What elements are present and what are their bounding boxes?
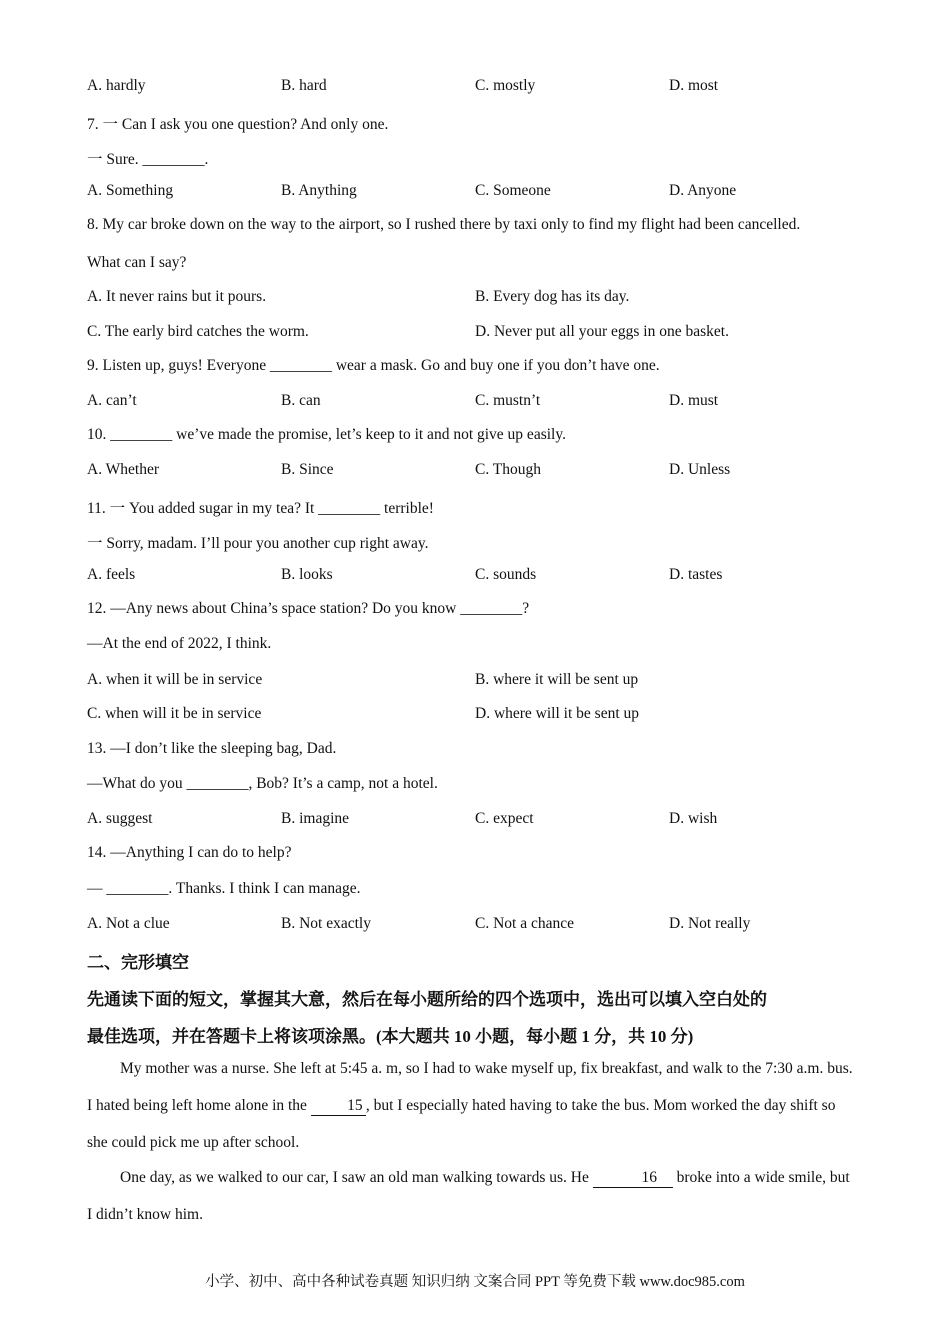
q7-option-a: A. Something <box>87 182 174 199</box>
q11-option-b: B. looks <box>281 566 333 583</box>
passage-text: My mother was a nurse. She left at 5:45 a. m, so I had to wake myself up, fix breakfast, and walk to the 7:30 a.m. bus. I hated being left home alone in the <box>87 1060 853 1114</box>
q6-option-b: B. hard <box>281 77 327 94</box>
q10-option-d: D. Unless <box>669 461 731 478</box>
q10-option-a: A. Whether <box>87 461 160 478</box>
passage-paragraph-1 <box>87 1050 857 1161</box>
q11-option-a: A. feels <box>87 566 136 583</box>
q7-option-b: B. Anything <box>281 182 357 199</box>
q8-stem: 8. My car broke down on the way to the airport, so I rushed there by taxi only to find my flight had been cancelled. <box>87 216 801 233</box>
q6-option-a: A. hardly <box>87 77 146 94</box>
q13-reply: —What do you ________, Bob? It’s a camp, not a hotel. <box>87 775 438 792</box>
q9-stem: 9. Listen up, guys! Everyone ________ wear a mask. Go and buy one if you don’t have one. <box>87 357 660 374</box>
q13-option-b: B. imagine <box>281 810 350 827</box>
q11-reply: 一 Sorry, madam. I’ll pour you another cup right away. <box>87 535 429 552</box>
q13-stem: 13. —I don’t like the sleeping bag, Dad. <box>87 740 337 757</box>
q6-option-d: D. most <box>669 77 719 94</box>
q13-option-c: C. expect <box>475 810 534 827</box>
q6-option-c: C. mostly <box>475 77 536 94</box>
page-footer: 小学、初中、高中各种试卷真题 知识归纳 文案合同 PPT 等免费下载 www.doc985.com <box>205 1274 745 1290</box>
section-title: 二、完形填空 <box>87 953 189 972</box>
q14-option-d: D. Not really <box>669 915 751 932</box>
passage-paragraph-2 <box>87 1159 857 1233</box>
q8-option-b: B. Every dog has its day. <box>475 288 630 305</box>
q8-option-d: D. Never put all your eggs in one basket. <box>475 323 729 340</box>
q12-option-a: A. when it will be in service <box>87 671 263 688</box>
q11-option-d: D. tastes <box>669 566 723 583</box>
blank-15: 15 <box>311 1097 366 1116</box>
q14-option-c: C. Not a chance <box>475 915 574 932</box>
q12-option-c: C. when will it be in service <box>87 705 262 722</box>
q8-stem-continued: What can I say? <box>87 254 187 271</box>
q12-reply: —At the end of 2022, I think. <box>87 635 272 652</box>
q12-stem: 12. —Any news about China’s space station? Do you know ________? <box>87 600 530 617</box>
q10-option-b: B. Since <box>281 461 334 478</box>
q13-option-d: D. wish <box>669 810 718 827</box>
q14-reply: — ________. Thanks. I think I can manage. <box>87 880 361 897</box>
q7-stem: 7. 一 Can I ask you one question? And only one. <box>87 116 389 133</box>
q11-stem: 11. 一 You added sugar in my tea? It ________ terrible! <box>87 500 434 517</box>
q12-option-b: B. where it will be sent up <box>475 671 639 688</box>
passage-text: broke into a wide smile, but I didn’t know him. <box>87 1169 850 1223</box>
q10-stem: 10. ________ we’ve made the promise, let’s keep to it and not give up easily. <box>87 426 566 443</box>
q9-option-b: B. can <box>281 392 321 409</box>
q9-option-a: A. can’t <box>87 392 137 409</box>
q13-option-a: A. suggest <box>87 810 153 827</box>
section-instruction-line1: 先通读下面的短文，掌握其大意，然后在每小题所给的四个选项中，选出可以填入空白处的 <box>87 990 767 1009</box>
q9-option-c: C. mustn’t <box>475 392 541 409</box>
q7-option-c: C. Someone <box>475 182 551 199</box>
q8-option-c: C. The early bird catches the worm. <box>87 323 309 340</box>
q7-reply: 一 Sure. ________. <box>87 151 209 168</box>
q8-option-a: A. It never rains but it pours. <box>87 288 267 305</box>
q14-option-b: B. Not exactly <box>281 915 371 932</box>
q14-stem: 14. —Anything I can do to help? <box>87 844 292 861</box>
q7-option-d: D. Anyone <box>669 182 737 199</box>
q12-option-d: D. where will it be sent up <box>475 705 640 722</box>
section-instruction-line2: 最佳选项，并在答题卡上将该项涂黑。(本大题共 10 小题，每小题 1 分，共 10 分) <box>87 1027 694 1046</box>
q9-option-d: D. must <box>669 392 719 409</box>
passage-text: One day, as we walked to our car, I saw an old man walking towards us. He <box>120 1169 593 1186</box>
q14-option-a: A. Not a clue <box>87 915 170 932</box>
blank-16: 16 <box>593 1169 673 1188</box>
q10-option-c: C. Though <box>475 461 542 478</box>
passage-text: , but I especially hated having to take the bus. Mom worked the day shift so she could pick me up after school. <box>87 1097 836 1151</box>
q11-option-c: C. sounds <box>475 566 537 583</box>
